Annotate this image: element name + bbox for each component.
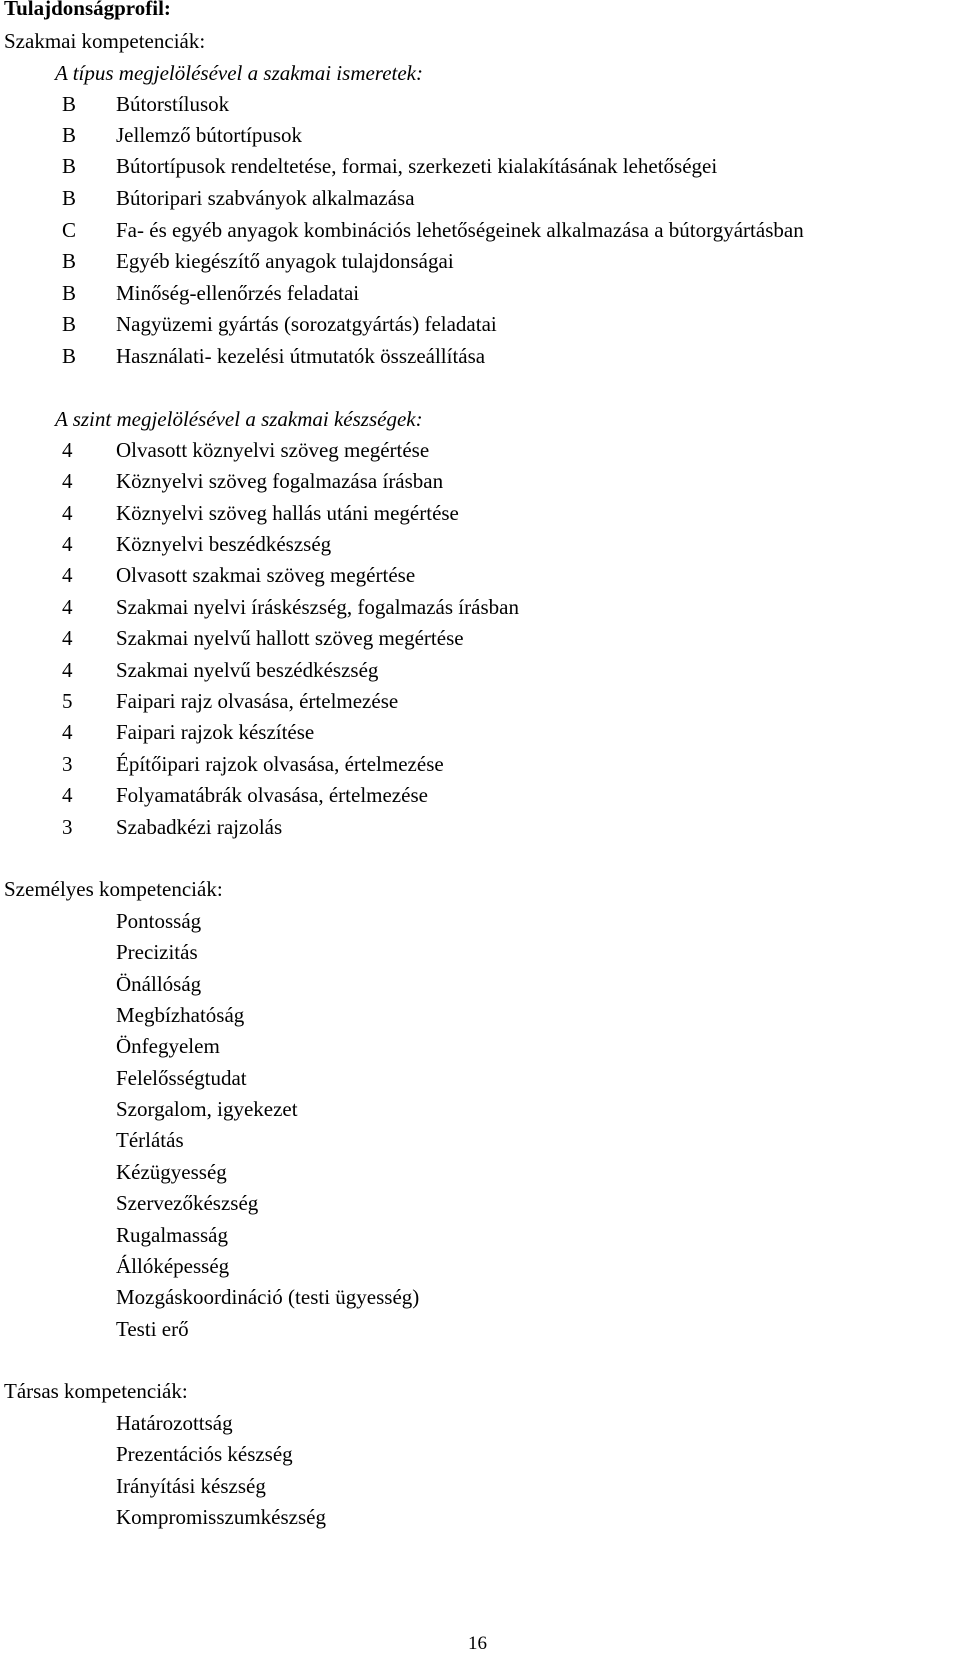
knowledge-text: Minőség-ellenőrzés feladatai [116,281,360,305]
list-item: Mozgáskoordináció (testi ügyesség) [116,1285,420,1309]
skill-text: Köznyelvi szöveg hallás utáni megértése [116,501,459,525]
knowledge-text: Bútoripari szabványok alkalmazása [116,186,415,210]
document-title: Tulajdonságprofil: [4,0,171,20]
list-item: Irányítási készség [116,1474,266,1498]
list-item: Rugalmasság [116,1223,228,1247]
list-item: Precizitás [116,940,198,964]
skill-level: 3 [62,752,73,776]
skill-level: 4 [62,532,73,556]
list-item: Állóképesség [116,1254,230,1278]
skill-text: Faipari rajzok készítése [116,720,315,744]
list-item: Szervezőkészség [116,1191,259,1215]
list-item: Önállóság [116,972,202,996]
skill-level: 4 [62,563,73,587]
professional-competencies-heading: Szakmai kompetenciák: [4,29,206,53]
social-competencies-heading: Társas kompetenciák: [4,1379,188,1403]
knowledge-type-code: B [62,92,77,116]
skill-level: 4 [62,469,73,493]
skill-level: 3 [62,815,73,839]
knowledge-text: Használati- kezelési útmutatók összeállítása [116,344,486,368]
knowledge-type-code: B [62,344,77,368]
skills-subheading: A szint megjelölésével a szakmai készségek: [55,407,423,431]
list-item: Önfegyelem [116,1034,220,1058]
skill-level: 4 [62,501,73,525]
skill-text: Köznyelvi beszédkészség [116,532,332,556]
skill-level: 4 [62,658,73,682]
list-item: Szorgalom, igyekezet [116,1097,298,1121]
list-item: Térlátás [116,1128,184,1152]
list-item: Kompromisszumkészség [116,1505,326,1529]
list-item: Kézügyesség [116,1160,227,1184]
knowledge-type-code: B [62,186,77,210]
skill-level: 4 [62,595,73,619]
skill-level: 5 [62,689,73,713]
skill-level: 4 [62,783,73,807]
skill-text: Faipari rajz olvasása, értelmezése [116,689,399,713]
knowledge-text: Bútorstílusok [116,92,230,116]
page-number: 16 [468,1633,487,1654]
skill-text: Építőipari rajzok olvasása, értelmezése [116,752,444,776]
knowledge-type-code: C [62,218,77,242]
knowledge-type-code: B [62,281,77,305]
knowledge-type-code: B [62,123,77,147]
list-item: Határozottság [116,1411,233,1435]
list-item: Megbízhatóság [116,1003,245,1027]
skill-level: 4 [62,720,73,744]
knowledge-text: Jellemző bútortípusok [116,123,303,147]
skill-text: Olvasott köznyelvi szöveg megértése [116,438,430,462]
list-item: Pontosság [116,909,202,933]
skill-text: Szabadkézi rajzolás [116,815,283,839]
knowledge-type-code: B [62,312,77,336]
knowledge-text: Bútortípusok rendeltetése, formai, szerkezeti kialakításának lehetőségei [116,154,718,178]
skill-text: Köznyelvi szöveg fogalmazása írásban [116,469,444,493]
personal-competencies-heading: Személyes kompetenciák: [4,877,223,901]
skill-text: Olvasott szakmai szöveg megértése [116,563,416,587]
knowledge-text: Fa- és egyéb anyagok kombinációs lehetőségeinek alkalmazása a bútorgyártásban [116,218,804,242]
skill-text: Folyamatábrák olvasása, értelmezése [116,783,428,807]
skill-level: 4 [62,438,73,462]
knowledge-type-code: B [62,249,77,273]
knowledge-type-code: B [62,154,77,178]
list-item: Felelősségtudat [116,1066,247,1090]
knowledge-text: Nagyüzemi gyártás (sorozatgyártás) feladatai [116,312,497,336]
skill-level: 4 [62,626,73,650]
skill-text: Szakmai nyelvű hallott szöveg megértése [116,626,464,650]
knowledge-text: Egyéb kiegészítő anyagok tulajdonságai [116,249,454,273]
list-item: Testi erő [116,1317,189,1341]
skill-text: Szakmai nyelvű beszédkészség [116,658,379,682]
list-item: Prezentációs készség [116,1442,293,1466]
knowledge-subheading: A típus megjelölésével a szakmai ismeretek: [55,61,423,85]
skill-text: Szakmai nyelvi íráskészség, fogalmazás írásban [116,595,519,619]
